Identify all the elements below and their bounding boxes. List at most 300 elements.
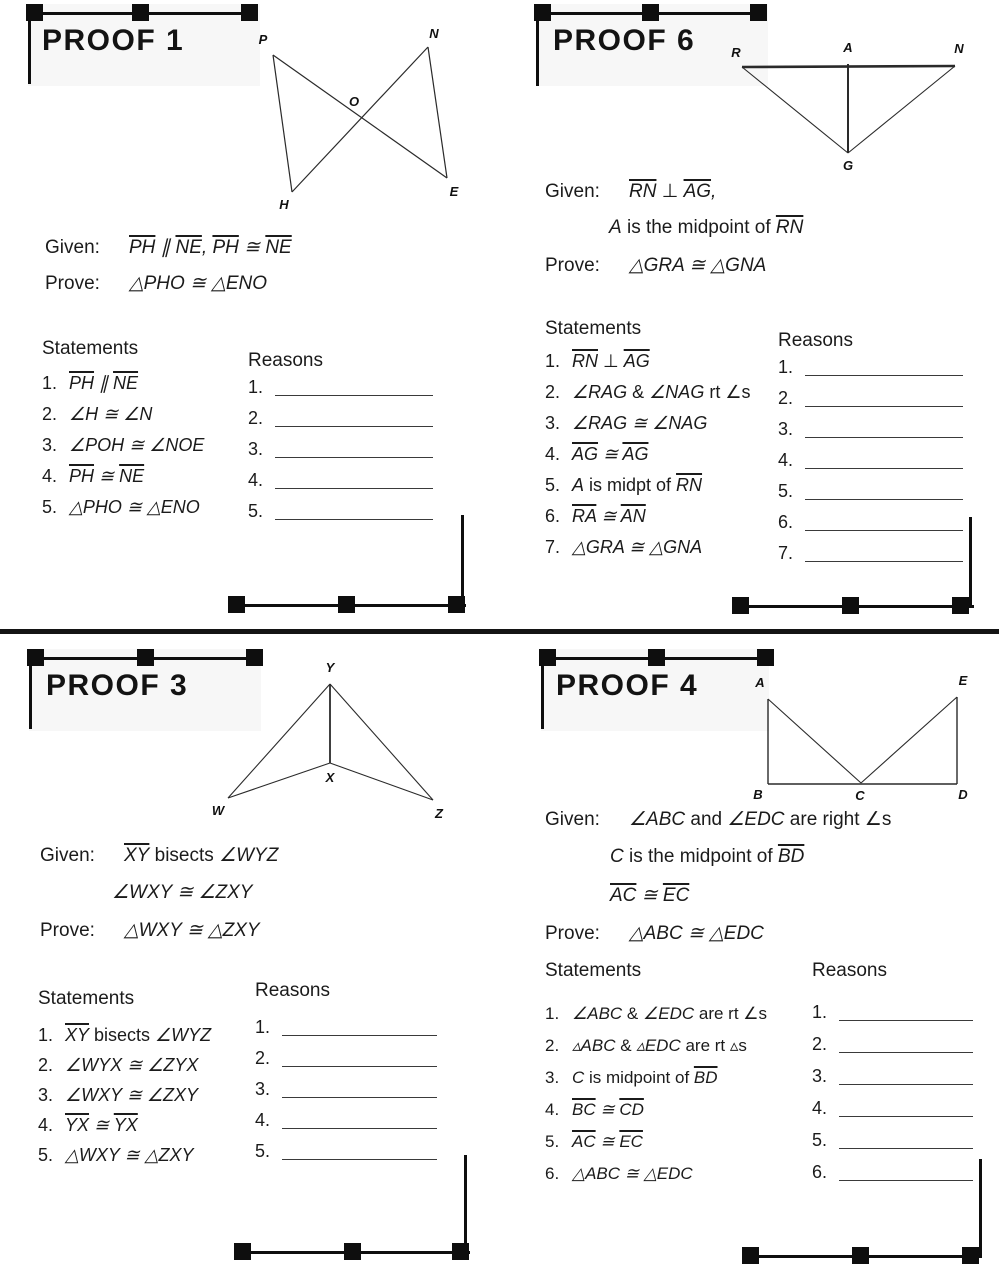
frame-square xyxy=(539,649,556,666)
text-run: C xyxy=(572,1068,585,1087)
text-run: ∠ABC xyxy=(629,809,686,830)
statement-text xyxy=(69,404,152,424)
statement-text xyxy=(572,537,702,557)
text-run: △WXY ≅ △ZXY xyxy=(124,920,260,941)
frame-square xyxy=(452,1243,469,1260)
text-run: ∠NAG xyxy=(649,382,705,402)
point-label-N: N xyxy=(954,41,964,56)
reason-number: 5. xyxy=(248,501,264,521)
statement-text xyxy=(69,497,200,517)
given-line xyxy=(40,844,278,867)
text-run: & xyxy=(622,1004,643,1023)
statement-number: 3. xyxy=(545,1068,560,1087)
segment-name: $\overline{PH}$ xyxy=(69,466,95,486)
reasons-header: Reasons xyxy=(778,330,853,351)
statement-text xyxy=(69,373,138,393)
statements-header: Statements xyxy=(38,988,135,1009)
reason-blank-line[interactable] xyxy=(275,377,433,396)
statement-text xyxy=(572,413,707,433)
reasons-list xyxy=(255,1012,437,1167)
reason-number: 6. xyxy=(778,512,794,532)
reason-row xyxy=(778,352,963,383)
statement-number: 5. xyxy=(38,1145,54,1165)
statement-text xyxy=(65,1025,211,1045)
statement-number: 7. xyxy=(545,537,561,557)
statements-header: Statements xyxy=(42,338,139,359)
given-text xyxy=(609,217,803,238)
text-run: ⊥ xyxy=(656,181,684,202)
reason-number: 3. xyxy=(248,439,264,459)
text-run: ≅ xyxy=(595,1100,620,1119)
reason-blank-line[interactable] xyxy=(805,450,963,469)
segment-name: $\overline{EC}$ xyxy=(619,1132,643,1151)
reason-blank-line[interactable] xyxy=(839,1034,973,1053)
reason-blank-line[interactable] xyxy=(839,1098,973,1117)
proof-title: PROOF 3 xyxy=(46,669,189,702)
given-line xyxy=(45,236,292,259)
segment-name: $\overline{XY}$ xyxy=(124,845,150,866)
text-run: ∠WYZ xyxy=(219,845,279,866)
point-label-O: O xyxy=(348,94,360,109)
segment-name: $\overline{CD}$ xyxy=(619,1100,644,1119)
text-run: are rt ▵s xyxy=(680,1036,747,1055)
text-run: & xyxy=(627,382,650,402)
text-run: is the midpoint of xyxy=(623,846,778,867)
statement-text xyxy=(572,382,750,402)
text-run: ∥ xyxy=(155,237,176,258)
segment-name: $\overline{BD}$ xyxy=(777,846,805,867)
reason-blank-line[interactable] xyxy=(275,470,433,489)
text-run: ∠EDC xyxy=(727,809,785,830)
proof-3-panel xyxy=(0,636,500,1276)
proof-6-figure-svg xyxy=(728,38,972,178)
prove-text xyxy=(629,923,764,944)
statement-number: 1. xyxy=(42,373,58,393)
given-line xyxy=(545,180,716,203)
statement-row xyxy=(38,1110,211,1140)
point-label-X: X xyxy=(325,770,335,785)
proof-6-panel xyxy=(500,0,999,632)
statement-text xyxy=(69,435,204,455)
segment-name: $\overline{AG}$ xyxy=(572,444,599,464)
proof-1-panel xyxy=(0,0,500,632)
reason-number: 3. xyxy=(812,1066,828,1086)
statement-number: 2. xyxy=(38,1055,54,1075)
segment-name: $\overline{PH}$ xyxy=(212,237,239,258)
segment-name: $\overline{RN}$ xyxy=(629,181,657,202)
text-run: ∠RAG ≅ ∠NAG xyxy=(572,413,708,433)
reason-blank-line[interactable] xyxy=(275,439,433,458)
reason-row xyxy=(778,445,963,476)
prove-text xyxy=(124,920,260,941)
prove-line xyxy=(545,922,764,945)
reason-number: 5. xyxy=(812,1130,828,1150)
text-run: ≅ xyxy=(238,237,266,258)
frame-square xyxy=(241,4,258,21)
statement-row xyxy=(545,1126,767,1158)
reasons-header: Reasons xyxy=(812,960,887,981)
reason-blank-line[interactable] xyxy=(805,419,963,438)
reason-blank-line[interactable] xyxy=(839,1066,973,1085)
segment-name: $\overline{BC}$ xyxy=(572,1100,596,1119)
statement-number: 2. xyxy=(545,1036,560,1055)
segment-name: $\overline{RN}$ xyxy=(775,217,804,238)
statement-number: 1. xyxy=(38,1025,54,1045)
point-label-Y: Y xyxy=(325,660,335,675)
text-run: ∠WYZ xyxy=(155,1025,212,1045)
frame-left-line xyxy=(541,657,544,729)
statement-row xyxy=(38,1050,211,1080)
frame-square xyxy=(952,597,969,614)
segment-name: $\overline{YX}$ xyxy=(65,1115,90,1135)
statement-number: 3. xyxy=(38,1085,54,1105)
proof-4-figure-svg xyxy=(748,674,982,806)
text-run: and xyxy=(685,809,728,830)
statements-header: Statements xyxy=(545,318,642,339)
segment-name: $\overline{NE}$ xyxy=(113,373,139,393)
reason-number: 3. xyxy=(778,419,794,439)
reason-number: 4. xyxy=(812,1098,828,1118)
statement-text xyxy=(65,1055,198,1075)
frame-square xyxy=(228,596,245,613)
frame-square xyxy=(757,649,774,666)
given-text xyxy=(112,882,252,903)
text-run: are rt ∠s xyxy=(694,1004,768,1023)
statement-row xyxy=(42,399,204,430)
reason-row xyxy=(248,496,433,527)
text-run: ∠H ≅ ∠N xyxy=(69,404,153,424)
statement-row xyxy=(545,998,767,1030)
reason-row xyxy=(255,1136,437,1167)
text-run: , xyxy=(201,237,213,258)
reason-number: 2. xyxy=(248,408,264,428)
statements-header: Statements xyxy=(545,960,642,981)
point-label-B: B xyxy=(753,787,763,802)
frame-square xyxy=(338,596,355,613)
given-label: Given: xyxy=(40,845,95,866)
statement-row xyxy=(545,408,750,439)
frame-left-line xyxy=(29,657,32,729)
statement-number: 3. xyxy=(545,413,561,433)
statement-row xyxy=(545,1062,767,1094)
reason-number: 7. xyxy=(778,543,794,563)
text-run: ∠WXY ≅ ∠ZXY xyxy=(112,882,253,903)
text-run: bisects xyxy=(149,845,220,866)
reason-row xyxy=(248,403,433,434)
frame-right-line xyxy=(464,1155,467,1254)
statement-number: 5. xyxy=(545,1132,560,1151)
prove-label: Prove: xyxy=(545,923,600,944)
text-run: ⊥ xyxy=(598,351,624,371)
reason-row xyxy=(778,383,963,414)
point-label-A: A xyxy=(755,675,765,690)
given-line xyxy=(112,881,252,904)
prove-label: Prove: xyxy=(45,273,100,294)
text-run: ▵ABC xyxy=(572,1036,616,1055)
reason-blank-line[interactable] xyxy=(275,408,433,427)
text-run: A xyxy=(572,475,585,495)
reason-number: 1. xyxy=(248,377,264,397)
reasons-list xyxy=(812,996,973,1188)
edge-NH xyxy=(292,47,428,192)
statement-number: 3. xyxy=(42,435,58,455)
statement-number: 1. xyxy=(545,351,561,371)
edge-CE xyxy=(861,697,957,783)
given-line xyxy=(610,884,689,907)
reason-number: 2. xyxy=(255,1048,271,1068)
prove-label: Prove: xyxy=(40,920,95,941)
text-run: is midpt of xyxy=(584,475,677,495)
reason-row xyxy=(812,1124,973,1156)
reason-blank-line[interactable] xyxy=(282,1048,437,1067)
statement-number: 2. xyxy=(545,382,561,402)
statement-text xyxy=(69,466,144,486)
text-run: ∠WYX ≅ ∠ZYX xyxy=(65,1055,199,1075)
reason-blank-line[interactable] xyxy=(839,1162,973,1181)
reason-row xyxy=(255,1105,437,1136)
frame-square xyxy=(962,1247,979,1264)
reason-blank-line[interactable] xyxy=(805,357,963,376)
proof-6-figure xyxy=(728,38,972,183)
edge-RG xyxy=(742,67,848,153)
segment-name: $\overline{RN}$ xyxy=(676,475,703,495)
text-run: is midpoint of xyxy=(584,1068,694,1087)
text-run: ≅ xyxy=(596,506,621,526)
reason-blank-line[interactable] xyxy=(275,501,433,520)
reason-number: 1. xyxy=(255,1017,271,1037)
frame-square xyxy=(27,649,44,666)
reason-row xyxy=(812,1028,973,1060)
statement-number: 4. xyxy=(545,444,561,464)
point-label-P: P xyxy=(258,32,268,47)
statement-row xyxy=(545,1030,767,1062)
segment-name: $\overline{AG}$ xyxy=(622,444,649,464)
statement-number: 1. xyxy=(545,1004,560,1023)
point-label-R: R xyxy=(731,45,741,60)
frame-left-line xyxy=(28,12,31,84)
text-run: ≅ xyxy=(89,1115,114,1135)
statement-number: 2. xyxy=(42,404,58,424)
frame-left-line xyxy=(536,12,539,86)
reason-row xyxy=(248,372,433,403)
reason-row xyxy=(248,465,433,496)
statement-row xyxy=(545,439,750,470)
given-text xyxy=(629,181,716,202)
text-run: & xyxy=(615,1036,637,1055)
reason-row xyxy=(255,1043,437,1074)
frame-square xyxy=(132,4,149,21)
statement-row xyxy=(38,1080,211,1110)
statement-text xyxy=(572,1068,718,1087)
statement-row xyxy=(545,470,750,501)
statement-row xyxy=(545,532,750,563)
reason-number: 1. xyxy=(778,357,794,377)
text-run: ≅ xyxy=(595,1132,620,1151)
statements-list xyxy=(38,1020,211,1170)
edge-XZ xyxy=(330,763,433,800)
text-run: △GRA ≅ △GNA xyxy=(572,537,703,557)
proof-4-panel xyxy=(500,636,999,1276)
text-run: bisects xyxy=(89,1025,156,1045)
text-run: A xyxy=(609,217,622,238)
reason-row xyxy=(812,1092,973,1124)
point-label-A: A xyxy=(843,40,853,55)
statement-text xyxy=(572,506,646,526)
statement-number: 4. xyxy=(38,1115,54,1135)
text-run: is the midpoint of xyxy=(621,217,776,238)
text-run: ∠POH ≅ ∠NOE xyxy=(69,435,205,455)
edge-PE xyxy=(273,55,447,178)
frame-right-line xyxy=(969,517,972,608)
reason-blank-line[interactable] xyxy=(805,388,963,407)
frame-square xyxy=(648,649,665,666)
statement-text xyxy=(572,1132,643,1151)
point-label-E: E xyxy=(958,674,968,688)
segment-name: $\overline{NE}$ xyxy=(119,466,145,486)
text-run: △PHO ≅ △ENO xyxy=(69,497,200,517)
reason-blank-line[interactable] xyxy=(839,1002,973,1021)
section-divider xyxy=(0,629,999,634)
statement-row xyxy=(545,501,750,532)
statement-row xyxy=(38,1140,211,1170)
prove-text xyxy=(129,273,267,294)
reason-blank-line[interactable] xyxy=(282,1141,437,1160)
statement-row xyxy=(545,1094,767,1126)
statement-number: 4. xyxy=(545,1100,560,1119)
reason-blank-line[interactable] xyxy=(839,1130,973,1149)
statement-text xyxy=(572,1100,644,1119)
frame-square xyxy=(742,1247,759,1264)
segment-name: $\overline{AG}$ xyxy=(683,181,712,202)
prove-label: Prove: xyxy=(545,255,600,276)
segment-name: $\overline{PH}$ xyxy=(69,373,95,393)
reason-blank-line[interactable] xyxy=(282,1017,437,1036)
text-run: △ABC ≅ △EDC xyxy=(572,1164,693,1183)
given-label: Given: xyxy=(45,237,100,258)
text-run: ∠EDC xyxy=(643,1004,695,1023)
frame-right-line xyxy=(461,515,464,607)
frame-square xyxy=(732,597,749,614)
frame-square xyxy=(448,596,465,613)
reason-blank-line[interactable] xyxy=(805,481,963,500)
prove-line xyxy=(40,919,260,942)
statements-list xyxy=(545,346,750,563)
statement-row xyxy=(42,430,204,461)
segment-name: $\overline{PH}$ xyxy=(129,237,156,258)
reason-number: 5. xyxy=(778,481,794,501)
segment-name: $\overline{AG}$ xyxy=(623,351,650,371)
prove-text xyxy=(629,255,766,276)
frame-square xyxy=(344,1243,361,1260)
reason-row xyxy=(812,1060,973,1092)
proof-3-figure xyxy=(198,659,452,859)
proof-title: PROOF 6 xyxy=(553,24,696,57)
reason-row xyxy=(255,1074,437,1105)
statement-row xyxy=(42,461,204,492)
segment-name: $\overline{RA}$ xyxy=(572,506,597,526)
frame-square xyxy=(852,1247,869,1264)
edge-YZ xyxy=(330,684,433,800)
statement-text xyxy=(572,1004,767,1023)
text-run: ▵EDC xyxy=(636,1036,681,1055)
given-text xyxy=(129,237,292,258)
statement-row xyxy=(545,346,750,377)
reason-number: 1. xyxy=(812,1002,828,1022)
segment-name: $\overline{NE}$ xyxy=(175,237,202,258)
statement-text xyxy=(65,1115,138,1135)
reason-blank-line[interactable] xyxy=(805,543,963,562)
reason-number: 4. xyxy=(248,470,264,490)
reason-number: 4. xyxy=(255,1110,271,1130)
prove-line xyxy=(545,254,766,277)
text-run: ∠ABC xyxy=(572,1004,623,1023)
given-line xyxy=(610,846,804,868)
reason-blank-line[interactable] xyxy=(282,1079,437,1098)
text-run: ≅ xyxy=(598,444,623,464)
given-label: Given: xyxy=(545,181,600,202)
statement-number: 5. xyxy=(545,475,561,495)
point-label-N: N xyxy=(429,26,439,41)
proof-4-figure xyxy=(748,674,982,811)
frame-right-line xyxy=(979,1159,982,1258)
given-text xyxy=(610,885,689,906)
given-text xyxy=(124,845,278,866)
reason-number: 4. xyxy=(778,450,794,470)
frame-square xyxy=(234,1243,251,1260)
frame-square xyxy=(534,4,551,21)
statement-text xyxy=(572,351,650,371)
reasons-list xyxy=(778,352,963,569)
proof-1-figure xyxy=(253,26,465,223)
reason-number: 5. xyxy=(255,1141,271,1161)
point-label-D: D xyxy=(958,787,968,802)
edge-PH xyxy=(273,55,292,192)
statement-row xyxy=(38,1020,211,1050)
text-run: ∠RAG xyxy=(572,382,628,402)
text-run: rt ∠s xyxy=(704,382,751,402)
reason-blank-line[interactable] xyxy=(282,1110,437,1129)
segment-name: $\overline{AC}$ xyxy=(610,885,637,906)
reasons-header: Reasons xyxy=(248,350,323,371)
point-label-W: W xyxy=(211,803,225,818)
reason-number: 3. xyxy=(255,1079,271,1099)
frame-square xyxy=(750,4,767,21)
reason-row xyxy=(255,1012,437,1043)
statement-number: 6. xyxy=(545,506,561,526)
statement-text xyxy=(572,1036,747,1055)
text-run: △WXY ≅ △ZXY xyxy=(65,1145,194,1165)
text-run: ≅ xyxy=(636,885,663,906)
segment-name: $\overline{AN}$ xyxy=(620,506,646,526)
statements-list xyxy=(545,998,767,1190)
segment-name: $\overline{XY}$ xyxy=(65,1025,90,1045)
segment-name: $\overline{RN}$ xyxy=(572,351,598,371)
reason-blank-line[interactable] xyxy=(805,512,963,531)
segment-name: $\overline{BD}$ xyxy=(693,1068,718,1087)
prove-line xyxy=(45,272,267,295)
frame-square xyxy=(26,4,43,21)
reason-number: 6. xyxy=(812,1162,828,1182)
frame-square xyxy=(642,4,659,21)
statement-row xyxy=(42,368,204,399)
frame-square xyxy=(842,597,859,614)
proof-3-figure-svg xyxy=(198,659,452,854)
proof-title: PROOF 1 xyxy=(42,24,185,57)
statement-row xyxy=(545,377,750,408)
reasons-list xyxy=(248,372,433,527)
statement-number: 4. xyxy=(42,466,58,486)
statement-text xyxy=(572,444,648,464)
